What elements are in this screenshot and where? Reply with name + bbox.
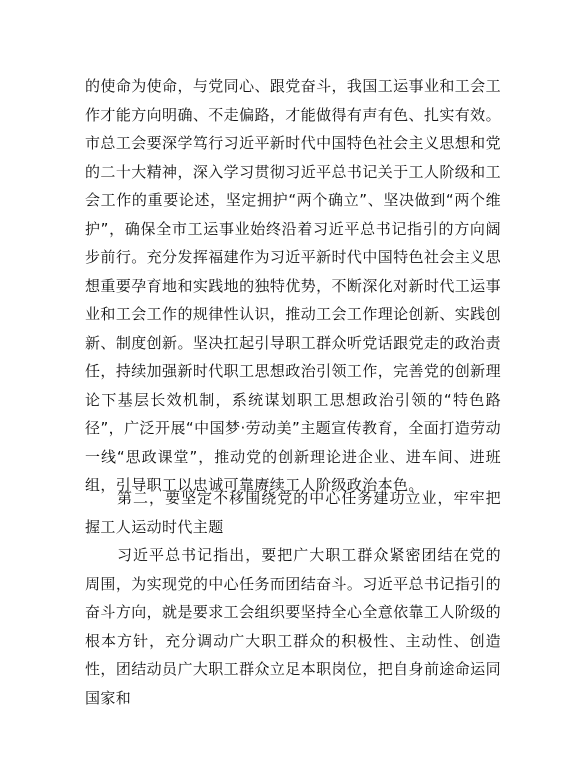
body-paragraph: 习近平总书记指出，要把广大职工群众紧密团结在党的周围，为实现党的中心任务而团结奋斗。习近平总书记指引的奋斗方向，就是要求工会组织要坚持全心全意依靠工人阶级的根本方针，充分调动广大职工群众的积极性、主动性、创造性，团结动员广大职工群众立足本职岗位，把自身前途命运同国家和 xyxy=(85,546,501,707)
section-heading: 第二，要坚定不移围绕党的中心任务建功立业，牢牢把握工人运动时代主题 xyxy=(85,489,501,536)
body-paragraph: 的使命为使命，与党同心、跟党奋斗，我国工运事业和工会工作才能方向明确、不走偏路，才能做得有声有色、扎实有效。市总工会要深学笃行习近平新时代中国特色社会主义思想和党的二十大精神，深入学习贯彻习近平总书记关于工人阶级和工会工作的重要论述，坚定拥护“两个确立”、坚决做到“两个维护”，确保全市工运事业始终沿着习近平总书记指引的方向阔步前行。充分发挥福建作为习近平新时代中国特色社会主义思想重要孕育地和实践地的独特优势，不断深化对新时代工运事业和工会工作的规律性认识，推动工会工作理论创新、实践创新、制度创新。坚决扛起引导职工群众听党话跟党走的政治责任，持续加强新时代职工思想政治引领工作，完善党的创新理论下基层长效机制，系统谋划职工思想政治引领的“特色路径”，广泛开展“中国梦·劳动美”主题宣传教育，全面打造劳动一线“思政课堂”，推动党的创新理论进企业、进车间、进班组，引导职工以忠诚可靠赓续工人阶级政治本色。 xyxy=(85,77,501,494)
